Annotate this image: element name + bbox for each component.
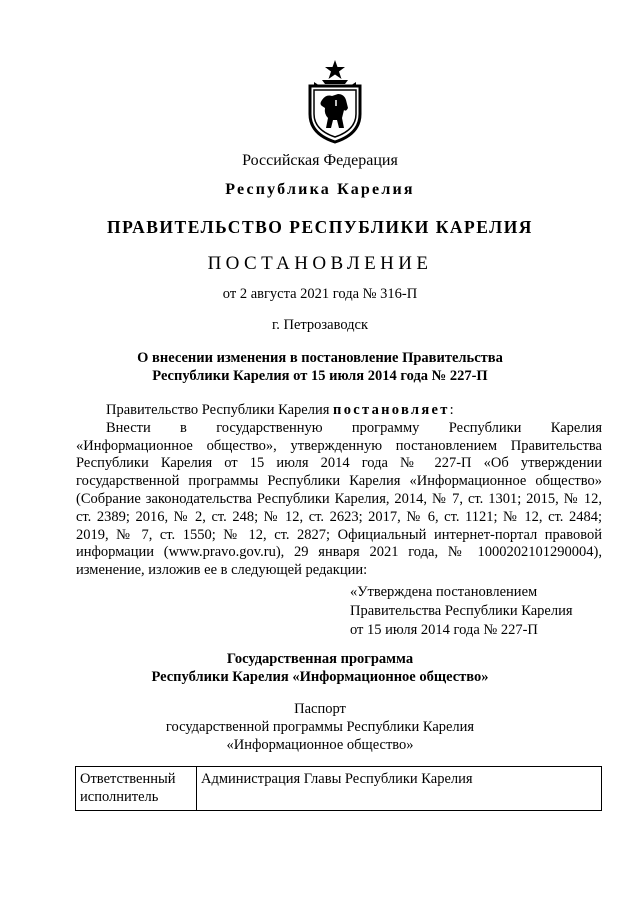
passport-subtitle-1: государственной программы Республики Карелия <box>165 719 475 735</box>
table-cell-label: Ответственный исполнитель <box>76 767 197 811</box>
date-number: от 2 августа 2021 года № 316-П <box>222 286 418 302</box>
subject-line-1: О внесении изменения в постановление Правительства <box>137 350 503 366</box>
passport-title: Паспорт <box>294 701 346 717</box>
intro-text: Правительство Республики Карелия <box>106 402 334 418</box>
body-last-line: изменение, изложив ее в следующей редакции: <box>76 562 368 579</box>
body-line: Республики Карелия от 15 июля 2014 года № 227-П «Об утверждении <box>76 455 602 472</box>
body-line: ст. 2389; 2016, № 2, ст. 248; № 12, ст. 2623; 2017, № 6, ст. 1121; № 12, ст. 2484; <box>76 508 602 525</box>
decree-body <box>76 402 602 580</box>
city: г. Петрозаводск <box>271 317 369 333</box>
document-type: ПОСТАНОВЛЕНИЕ <box>207 253 433 274</box>
karelia-coat-of-arms-emblem <box>300 58 370 144</box>
body-line: (Собрание законодательства Республики Карелия, 2014, № 7, ст. 1301; 2015, № 12, <box>76 490 602 507</box>
program-title-2: Республики Карелия «Информационное общество» <box>151 669 489 685</box>
body-line: 2019, № 7, ст. 1550; № 12, ст. 2827; Официальный интернет-портал правовой <box>76 526 602 543</box>
body-line: информации (www.pravo.gov.ru), 29 января 2021 года, № 1000202101290004), <box>76 544 602 561</box>
approved-line-1: «Утверждена постановлением <box>350 584 538 600</box>
body-line: государственной программы Республики Карелия «Информационное общество» <box>76 473 602 490</box>
body-line: «Информационное общество», утвержденную постановлением Правительства <box>76 437 602 454</box>
republic-name: Республика Карелия <box>225 181 415 198</box>
approved-line-2: Правительства Республики Карелия <box>350 603 573 619</box>
table-row <box>76 767 602 811</box>
federation-name: Российская Федерация <box>242 152 398 169</box>
subject-line-2: Республики Карелия от 15 июля 2014 года № 227-П <box>152 368 488 384</box>
table-cell-value: Администрация Главы Республики Карелия <box>197 767 602 811</box>
program-title-1: Государственная программа <box>226 651 414 667</box>
body-line: Внести в государственную программу Республики Карелия <box>106 419 602 436</box>
approved-line-3: от 15 июля 2014 года № 227-П <box>350 622 538 638</box>
intro-line <box>76 402 602 420</box>
decree-verb: постановляет <box>333 402 450 418</box>
passport-table <box>75 766 602 811</box>
approval-stamp <box>350 583 573 640</box>
government-title: ПРАВИТЕЛЬСТВО РЕСПУБЛИКИ КАРЕЛИЯ <box>107 217 533 237</box>
passport-subtitle-2: «Информационное общество» <box>226 737 414 753</box>
intro-colon: : <box>449 402 454 418</box>
